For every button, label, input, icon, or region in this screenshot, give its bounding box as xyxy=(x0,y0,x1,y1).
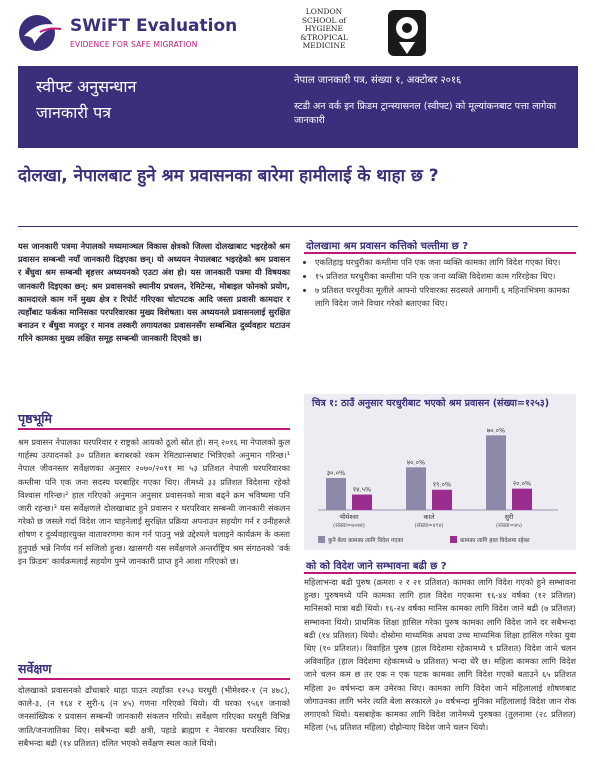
chart-bar xyxy=(326,478,346,510)
data-label: १४.५% xyxy=(352,485,372,494)
swift-title: SWiFT Evaluation xyxy=(70,16,238,36)
category-note: (संख्या=७०४४) xyxy=(333,523,365,529)
category-note: (संख्या=४५) xyxy=(495,523,523,529)
title-banner xyxy=(18,66,578,148)
heading-underline xyxy=(18,428,290,430)
category-label: सुरी xyxy=(504,513,514,521)
survey-heading: सर्वेक्षण xyxy=(18,661,52,676)
background-paragraph: श्रम प्रवासन नेपालका घरपरिवार र राष्ट्रको आयको ठूलो स्रोत हो। सन् २०१६ मा नेपालको कुल गार्हस्थ उत्पादनको ३० प्रतिशत बराबरको रकम रेमिट्यान्सबाट भित्रिएको अनुमान गरिन्छ।¹ नेपाल जीवनस्तर सर्वेक्षणका अनुसार २०७०/२०११ मा ५३ प्रतिशत नेपाली घरपरिवारका कम्तीमा पनि एक जना सदस्य घरबाहिर गएका थिए। तीमध्ये ३३ प्रतिशत विदेशमा रहेको विश्वास गरिन्छ।² हाल गरिएको अनुमान अनुसार प्रवासनको मात्रा बढ्ने क्रम भविष्यमा पनि जारी रहन्छ।³ यस सर्वेक्षणले दोलखाबाट हुने प्रवासन र घरपरिवार सम्बन्धी जानकारी संकलन गरेको छ जसले गर्दा विदेश जान चाहनेलाई सुरक्षित प्रक्रिया अपनाउन सहयोग गर्न र उनीहरूले शोषण र दुर्व्यवहारयुक्त वातावरणमा काम गर्न पाउनु भन्ने उद्देश्यले चलाइने कार्यक्रम के कस्ता हुनुपर्छ भन्ने निर्णय गर्न सजिलो हुन्छ। खासगरी यस सर्वेक्षणले अन्तर्राष्ट्रिय श्रम संगठनको 'वर्क इन फ्रिडम' कार्यक्रमलाई सहयोग पुग्ने जानकारी प्राप्त हुने आशा गरिएको छ। xyxy=(18,437,290,566)
prevalence-list xyxy=(304,256,576,311)
chart-bar xyxy=(406,467,426,510)
chart-bar xyxy=(512,489,532,510)
lshtm-logo xyxy=(268,8,468,58)
list-item: • ७ प्रतिशत घरधुरीका मूलीले आफ्नो परिवारका सदस्यले आगामी ६ महिनाभित्रमा कामका लागि विदेश जाने विचार गरेको बताएका थिए। xyxy=(315,284,576,310)
category-label: काले xyxy=(423,513,435,521)
swift-subtitle: EVIDENCE FOR SAFE MIGRATION xyxy=(70,40,198,49)
banner-description: स्टडी अन वर्क इन फ्रिडम ट्रान्स्यासनल (स्वीफ्ट) को मूल्यांकनबाट पत्ता लागेका जानकारी xyxy=(294,101,557,126)
heading-underline xyxy=(304,252,576,254)
chart-bar xyxy=(352,495,372,510)
who-goes-heading: को को विदेश जाने सम्भावना बढी छ ? xyxy=(306,561,447,572)
background-heading: पृष्ठभूमि xyxy=(18,411,52,426)
chart-bar xyxy=(432,490,452,510)
chart-title: चित्र १: ठाउँ अनुसार घरधुरीबाट भएको श्रम प्रवासन (संख्या=१२५३) xyxy=(312,398,550,409)
legend-swatch xyxy=(318,536,325,543)
data-label: ३०.०% xyxy=(326,469,346,477)
list-item: • १५ प्रतिशत घरधुरीका कम्तीमा पनि एक जना व्यक्ति विदेशमा काम गरिरहेका थिए। xyxy=(315,270,576,283)
swift-logo xyxy=(18,12,238,58)
divider xyxy=(18,226,578,227)
prevalence-heading: दोलखामा श्रम प्रवासन कत्तिको चल्तीमा छ ? xyxy=(306,241,469,252)
legend-label: कुनै बेला कामका लागि विदेश गएका xyxy=(328,538,404,544)
heading-underline xyxy=(18,678,290,680)
data-label: ७०.०% xyxy=(486,426,506,435)
data-label: १९.०% xyxy=(432,480,452,489)
survey-paragraph: दोलखाको प्रवासनको ढाँचाबारे थाहा पाउन त्यहाँका १२५३ घरधुरी (भीमेश्वर-१ (न ४७८), काले-३, (न १६४ र सुरी-६ (न ४५) गणना गरिएको थियो। यी घरका ९५६१ जनाको जनसांख्यिक र प्रवासन सम्बन्धी जानकारी संकलन गरियो। सर्वेक्षण गरिएका घरधुरी विभिन्न जाति/जनजातिका थिए। सबैभन्दा बढी क्षत्री, पहाडे ब्राह्मण र नेवारका घरपरिवार थिए। सबैभन्दा बढी (१४ प्रतिशत) दलित भएको सर्वेक्षण स्थल काले थियो। xyxy=(18,685,290,748)
category-note: (संख्या=४९४) xyxy=(414,523,444,529)
legend-label: कामका लागि हाल विदेशमा रहेका xyxy=(460,538,530,544)
migration-chart xyxy=(304,394,576,550)
chart-bar xyxy=(486,435,506,510)
lshtm-wordmark: LONDON SCHOOL of HYGIENE &TROPICAL MEDICINE xyxy=(300,7,348,50)
who-goes-paragraph: महिलाभन्दा बढी पुरुष (क्रमशः २ र २१ प्रतिशत) कामका लागि विदेश गएको हुने सम्भावना हुन्छ। पुरुषमध्ये पनि कामका लागि हाल विदेश गएकामा १६-४४ वर्षका (१२ प्रतिशत) मानिसको मात्रा बढी थियो। १६-२४ वर्षका मानिस कामका लागि विदेश जाने बढी (७ प्रतिशत) सम्भावना थियो। प्राथमिक शिक्षा हासिल गरेका पुरुष कामका लागि विदेश जाने दर सबैभन्दा बढी (१४ प्रतिशत) थियो। दोस्रोमा माध्यमिक अथवा उच्च माध्यमिक शिक्षा हासिल गरेका युवा थिए (१० प्रतिशत)। विवाहित पुरुष (हाल विदेशमा रहेकामध्ये ९ प्रतिशत) विदेश जाने चलन अविवाहित (हाल विदेशमा रहेकामध्ये ७ प्रतिशत) भन्दा धेरै छ। महिला कामका लागि विदेश जाने चलन कम छ तर एक न एक पटक कामका लागि विदेश गएको बताउने ६५ प्रतिशत महिला ३० वर्षभन्दा कम उमेरका थिए। कामका लागि विदेश जाने महिलालाई शोषणबाट जोगाउनका लागि भनेर त्यति बेला सरकारले ३० वर्षभन्दा मुनिका महिलालाई विदेश जान रोक लगाएको थियो। यसबाहेक कामका लागि विदेश जानेमध्ये पुरुषका (तुलनामा (२८ प्रतिशत) महिला (५६ प्रतिशत महिला) दोह्रोन्याए विदेश जाने चलन थियो। xyxy=(304,577,576,733)
chart-plot xyxy=(304,424,576,550)
issue-info: नेपाल जानकारी पत्र, संख्या १, अक्टोबर २०१६ xyxy=(294,75,462,86)
heading-underline xyxy=(304,572,576,574)
data-label: २०.०% xyxy=(512,479,532,488)
swift-bird-icon xyxy=(18,14,62,52)
briefing-series-title: स्वीफ्ट अनुसन्धान जानकारी पत्र xyxy=(36,77,137,122)
list-item: • एकतिहाइ घरधुरीका कम्तीमा पनि एक जना व्यक्ति कामका लागि विदेश गएका थिए। xyxy=(315,256,576,269)
intro-paragraph: यस जानकारी पत्रमा नेपालको मध्यमाञ्चल विकास क्षेत्रको जिल्ला दोलखाबाट भइरहेको श्रम प्रवासन सम्बन्धी नयाँ जानकारी दिइएका छन्। यो अध्ययन नेपालबाट भइरहेको श्रम प्रवासन र बँधुवा श्रम सम्बन्धी बृहत्तर अध्ययनको एउटा अंश हो। यस जानकारी पत्रमा यी विषयका जानकारी दिइएका छन्: श्रम प्रवासनको स्थानीय प्रचलन, रेमिटेन्स, मोबाइल फोनको प्रयोग, कामदारले काम गर्ने मुख्य क्षेत्र र रिपोर्ट गरिएका चोटपटक आदि जस्ता प्रवासी कामदार र त्यहाँबाट फर्कका मानिसका परपरिवारका मुख्य विशेषता। यस अध्ययनले प्रवासनलाई सुरक्षित बनाउन र बँधुवा मजदुर र मानव तस्करी लगायतका प्रवासनसँग सम्बन्धित दुर्व्यवहार घटाउन गरिने कामका मुख्य लक्षित समूह सम्बन्धी जानकारी दिएको छ। xyxy=(18,241,290,344)
category-label: भीमेश्वर xyxy=(339,513,359,521)
legend-swatch xyxy=(450,536,457,543)
data-label: ४०.०% xyxy=(406,458,426,467)
lshtm-crest-icon xyxy=(384,8,430,58)
page-title: दोलखा, नेपालबाट हुने श्रम प्रवासनका बारेमा हामीलाई के थाहा छ ? xyxy=(18,166,439,186)
